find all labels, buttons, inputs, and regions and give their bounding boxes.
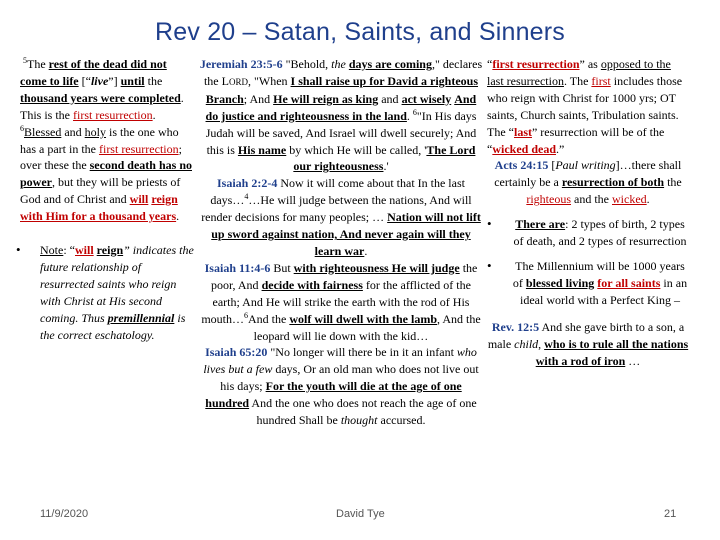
scripture-reference: Isaiah 2:2-4 — [217, 176, 278, 191]
verse-number: 5 — [23, 56, 27, 65]
left-column — [16, 56, 196, 344]
scripture-reference: Isaiah 11:4-6 — [204, 260, 271, 275]
bullet-icon: • — [16, 242, 21, 258]
millennium-bullet: • The Millennium will be 1000 years of blessed living for all saints in an ideal world with a Perfect King – — [487, 257, 688, 307]
scripture-reference: Isaiah 65:20 — [205, 345, 268, 360]
bullet-icon: • — [487, 257, 492, 273]
slide-title: Rev 20 – Satan, Saints, and Sinners — [154, 18, 566, 46]
jeremiah-passage: Jeremiah 23:5-6 "Behold, the days are coming," declares the LORD, "When I shall raise up for David a righteous Branch; And He will reign as king and act wisely And do justice and righteousness in the land. $^6$"In His days Judah will be saved, And Israel will dwell securely; And this is His name by which He will be called, 'The Lord our righteousness.' — [199, 57, 483, 174]
isaiah-65-passage: Isaiah 65:20 "No longer will there be in it an infant who lives but a few days, Or an old man who does not live out his days; For the youth will die at the age of one hundred And the one who does not reach the age of one hundred Shall be thought accursed. — [203, 345, 479, 428]
bullet-icon: • — [487, 216, 492, 232]
scripture-reference: Jeremiah 23:5-6 — [199, 57, 283, 71]
isaiah-2-passage: Isaiah 2:2-4 Now it will come about that In the last days…$^4$…He will judge between the nations, And will render decisions for many peoples; … Nation will not lift up sword against nation, And never again will they learn war. — [201, 176, 481, 258]
footer-author: David Tye — [336, 508, 385, 520]
rev20-passage: $^5$The rest of the dead did not come to life [“live”] until the thousand years were completed. This is the first resurrection. $^6$Blessed and holy is the one who has a part in the first resurrection; over these the second death has no power, but they will be priests of God and of Christ and will reign with Him for a thousand years. — [20, 56, 192, 224]
note-bullet — [16, 242, 196, 343]
acts-passage: Acts 24:15 [Paul writing]…there shall certainly be a resurrection of both the righteous and the wicked. — [494, 158, 682, 207]
scripture-reference: Rev. 12:5 — [491, 319, 540, 334]
note-text: Note: “will reign” indicates the future relationship of resurrected saints who reign with Christ at His second coming. Thus premillennial is the correct eschatology. — [40, 243, 194, 342]
types-bullet: • There are: 2 types of birth, 2 types of death, and 2 types of resurrection — [487, 216, 687, 249]
footer-date: 11/9/2020 — [40, 508, 89, 520]
slide-number: 21 — [664, 508, 677, 520]
revelation-passage: Rev. 12:5 And she gave birth to a son, a male child, who is to rule all the nations with a rod of iron … — [487, 319, 689, 368]
verse-number: 6 — [20, 123, 24, 133]
right-column — [487, 56, 689, 369]
resurrection-note: “first resurrection” as opposed to the last resurrection. The first includes those who reign with Christ for 1000 yrs; OT saints, Church saints, Tribulation saints. The “last” resurrection will be of the “wicked dead.” — [487, 57, 683, 156]
middle-column — [199, 56, 483, 429]
scripture-reference: Acts 24:15 — [494, 158, 549, 173]
isaiah-11-passage: Isaiah 11:4-6 But with righteousness He will judge the poor, And decide with fairness for the afflicted of the earth; And He will strike the earth with the rod of His mouth…$^6$And the wolf will dwell with the lamb, And the leopard will lie down with the kid… — [201, 260, 481, 343]
